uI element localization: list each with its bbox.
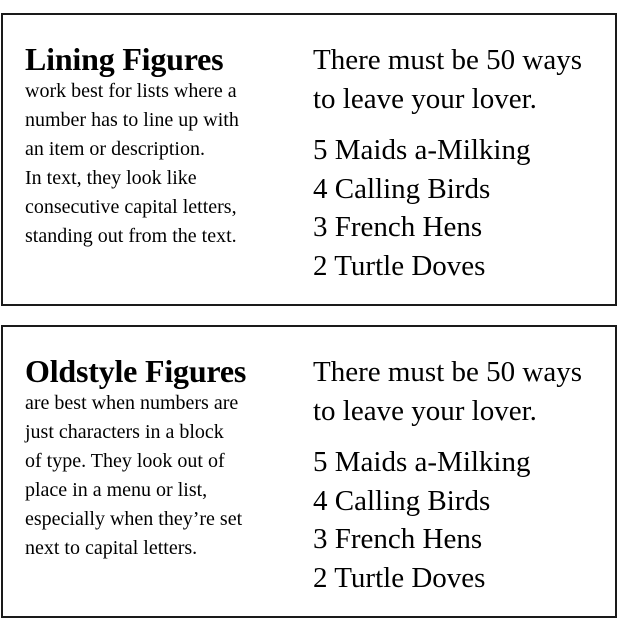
list-item: 2 Turtle Doves: [313, 249, 486, 282]
lining-heading: Lining Figures: [25, 41, 224, 77]
lining-explanation: [25, 41, 295, 251]
oldstyle-quote-line: to leave your lover.: [313, 395, 537, 427]
lining-example: [313, 41, 613, 285]
oldstyle-example: [313, 353, 613, 597]
lining-quote-line: to leave your lover.: [313, 83, 537, 115]
oldstyle-item-list: [313, 443, 613, 597]
lining-quote: [313, 41, 613, 119]
oldstyle-heading: Oldstyle Figures: [25, 353, 247, 389]
oldstyle-figures-panel: [1, 325, 617, 618]
lining-description: [25, 77, 295, 251]
list-item: 2 Turtle Doves: [313, 561, 486, 594]
oldstyle-description-line: next to capital letters.: [25, 537, 198, 559]
oldstyle-description-line: are best when numbers are: [25, 392, 239, 414]
list-item: 3 French Hens: [313, 523, 483, 555]
lining-description-line: In text, they look like: [25, 167, 197, 189]
lining-description-line: work best for lists where a: [25, 80, 237, 102]
oldstyle-quote-line: There must be 50 ways: [313, 356, 582, 388]
list-item: 5 Maids a-Milking: [313, 446, 531, 478]
lining-description-line: an item or description.: [25, 138, 205, 160]
list-item: 4 Calling Birds: [313, 484, 491, 517]
oldstyle-description-line: just characters in a block: [25, 421, 224, 443]
lining-quote-line: There must be 50 ways: [313, 44, 582, 76]
oldstyle-description-line: especially when they’re set: [25, 508, 243, 530]
list-item: 3 French Hens: [313, 211, 483, 243]
lining-description-line: standing out from the text.: [25, 225, 237, 247]
lining-description-line: consecutive capital letters,: [25, 196, 237, 218]
list-item: 5 Maids a-Milking: [313, 134, 531, 166]
oldstyle-description: [25, 389, 295, 563]
lining-description-line: number has to line up with: [25, 109, 239, 131]
oldstyle-explanation: [25, 353, 295, 563]
oldstyle-quote: [313, 353, 613, 431]
lining-item-list: [313, 131, 613, 285]
lining-figures-panel: [1, 13, 617, 306]
oldstyle-description-line: place in a menu or list,: [25, 479, 208, 501]
oldstyle-description-line: of type. They look out of: [25, 450, 225, 472]
list-item: 4 Calling Birds: [313, 172, 491, 205]
